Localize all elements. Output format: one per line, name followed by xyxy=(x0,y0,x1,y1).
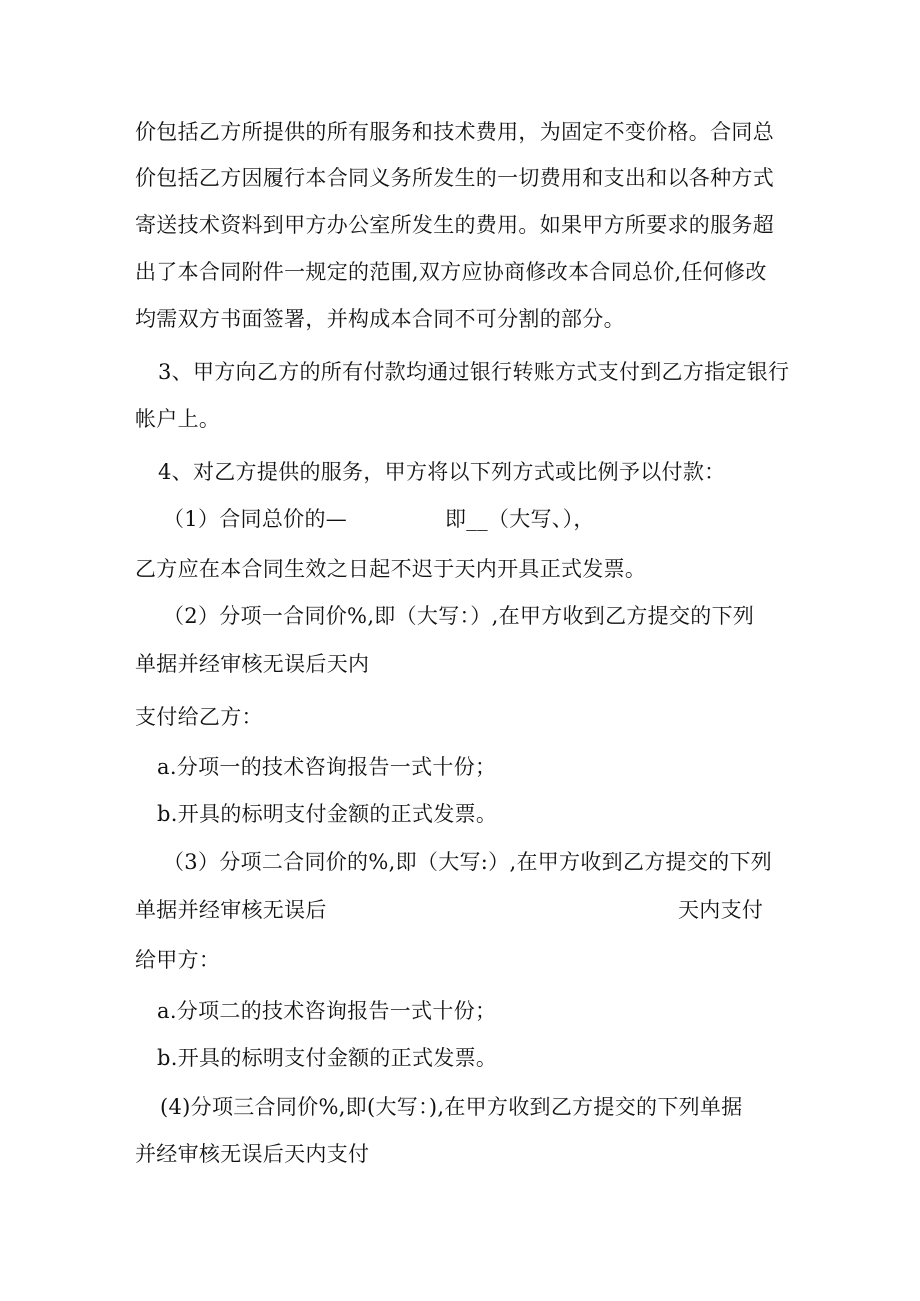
paragraph-line: 寄送技术资料到甲方办公室所发生的费用。如果甲方所要求的服务超 xyxy=(135,213,774,237)
item-2-line: 支付给乙方： xyxy=(135,705,263,729)
item-3-subitem-b: b.开具的标明支付金额的正式发票。 xyxy=(157,1046,498,1070)
paragraph-line: 均需双方书面签署，并构成本合同不可分割的部分。 xyxy=(135,307,625,331)
clause-3-line: 3、甲方向乙方的所有付款均通过银行转账方式支付到乙方指定银行 xyxy=(158,360,790,384)
item-3-line-tail: 天内支付 xyxy=(678,898,764,922)
item-3-line: （3）分项二合同价的%,即（大写:）,在甲方收到乙方提交的下列 xyxy=(163,850,773,874)
item-4-line: 并经审核无误后天内支付 xyxy=(135,1142,370,1166)
paragraph-line: 价包括乙方所提供的所有服务和技术费用，为固定不变价格。合同总 xyxy=(135,120,774,144)
paragraph-line: 价包括乙方因履行本合同义务所发生的一切费用和支出和以各种方式 xyxy=(135,166,774,190)
item-1-line: （1）合同总价的— xyxy=(163,507,348,531)
clause-3-line: 帐户上。 xyxy=(135,407,221,431)
item-1-line: 乙方应在本合同生效之日起不迟于天内开具正式发票。 xyxy=(135,557,647,581)
item-4-line: (4)分项三合同价%,即(大写：),在甲方收到乙方提交的下列单据 xyxy=(160,1095,743,1119)
item-2-subitem-b: b.开具的标明支付金额的正式发票。 xyxy=(157,802,498,826)
item-2-line: （2）分项一合同价%,即（大写：）,在甲方收到乙方提交的下列 xyxy=(163,604,755,628)
item-2-subitem-a: a.分项一的技术咨询报告一式十份； xyxy=(157,755,497,779)
item-2-line: 单据并经审核无误后天内 xyxy=(135,652,370,676)
item-3-line: 给甲方： xyxy=(135,948,221,972)
paragraph-line: 出了本合同附件一规定的范围,双方应协商修改本合同总价,任何修改 xyxy=(135,260,767,284)
item-1-amount: 即__（大写、）， xyxy=(445,507,595,531)
item-3-subitem-a: a.分项二的技术咨询报告一式十份； xyxy=(157,999,497,1023)
clause-4-line: 4、对乙方提供的服务，甲方将以下列方式或比例予以付款： xyxy=(158,460,726,484)
item-3-line: 单据并经审核无误后 xyxy=(135,898,327,922)
